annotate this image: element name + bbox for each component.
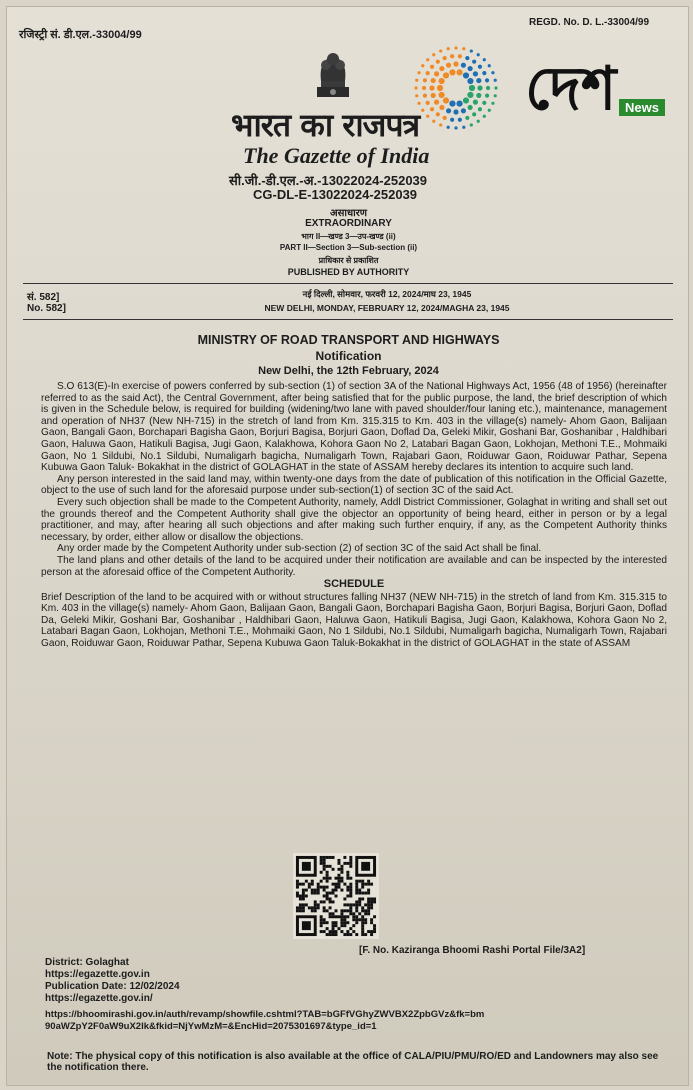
bhoomirashi-link-line2[interactable]: 90aWZpY2F0aW9uX2lk&fkid=NjYwMzM=&EncHid=2075301697&type_id=1 xyxy=(45,1021,377,1032)
gazette-title-hindi: भारत का राजपत्र xyxy=(231,106,420,144)
ministry-heading: MINISTRY OF ROAD TRANSPORT AND HIGHWAYS xyxy=(197,333,500,347)
paragraph-2: Any person interested in the said land may, within twenty-one days from the date of publication of this notification in the Official Gazette, object to the use of such land for the aforesaid purpose under sub-section(1) of section 3C of the said Act. xyxy=(41,473,667,497)
date-english: NEW DELHI, MONDAY, FEBRUARY 12, 2024/MAGHA 23, 1945 xyxy=(264,303,510,313)
channel-logo-icon xyxy=(409,43,503,133)
extraordinary: EXTRAORDINARY xyxy=(305,218,392,229)
date-hindi: नई दिल्ली, सोमवार, फरवरी 12, 2024/माघ 23, 1945 xyxy=(302,289,472,299)
egazette-link-2[interactable]: https://egazette.gov.in/ xyxy=(45,993,153,1004)
paragraph-3: Every such objection shall be made to the Competent Authority, namely, Addl District Commissioner, Golaghat in writing and shall set out the grounds thereof and the Competent Authority shall give the objector an opportunity of being heard, either in person or by a legal practitioner, and may, after hearing all such objections and after making such further enquiry, if any, as the Competent Authority thinks necessary, by order, either allow or disallow the objections. xyxy=(41,496,667,543)
place-date: New Delhi, the 12th February, 2024 xyxy=(258,365,439,377)
bhoomirashi-link-line1[interactable]: https://bhoomirashi.gov.in/auth/revamp/showfile.cshtml?TAB=bGFfVGhyZWVBX2ZpbGVz&fk=bm xyxy=(45,1009,485,1020)
authority-hindi: प्राधिकार से प्रकाशित xyxy=(318,256,379,265)
part-english: PART II—Section 3—Sub-section (ii) xyxy=(279,243,418,252)
qr-code[interactable] xyxy=(293,853,379,939)
published-by-authority: PUBLISHED BY AUTHORITY xyxy=(287,267,410,277)
notification-body xyxy=(41,381,667,650)
footer-note: Note: The physical copy of this notification is also available at the office of CALA/PIU/PMU/RO/ED and Landowners may also see the notification there. xyxy=(47,1051,659,1073)
district: District: Golaghat xyxy=(45,957,129,968)
divider xyxy=(23,283,673,284)
file-reference: [F. No. Kaziranga Bhoomi Rashi Portal File/3A2] xyxy=(359,945,586,956)
news-badge: News xyxy=(619,99,665,116)
schedule-heading: SCHEDULE xyxy=(323,578,385,591)
paragraph-1: S.O 613(E)-In exercise of powers conferred by sub-section (1) of section 3A of the National Highways Act, 1956 (48 of 1956) (hereinafter referred to as the said Act), the Central Government, after being satisfied that for the public purpose, the land, the brief description of which is given in the Schedule below, is required for building (widening/two lane with paved shoulder/four laning etc.), maintenance, management and operation of NH37 (New NH-715) in the stretch of land from Km. 315.315 to Km. 403 in the village(s) namely- Ahom Gaon, Balijaan Gaon, Bangali Gaon, Borchapari Bagisha Gaon, Borjuri Bagisa, Borjuri Gaon, Doflad Da, Geleki Mikir, Goshani Bar, Goshanibar , Haldhibari Gaon, Haluwa Gaon, Hatikuli Bagisa, Jugi Gaon, Kalakhowa, Kohora Gaon No 2, Latabari Bagan Gaon, Lokhojan, Methoni T.E., Mohmaiki Gaon, No 1 Sildubi, No.1 Sildubi, Numaligarh bagicha, Numaligarh Town, Rajabari Gaon, Roiduwar Gaon, Roiduwar Pathar, Sepena Kubuwa Gaon Taluk- Bokakhat in the district of GOLAGHAT in the state of ASSAM hereby declares its intention to acquire such land. xyxy=(41,381,667,474)
paragraph-4: Any order made by the Competent Authority under sub-section (2) of section 3C of the said Act shall be final. xyxy=(57,543,542,555)
egazette-link[interactable]: https://egazette.gov.in xyxy=(45,969,150,980)
part-hindi: भाग II—खण्ड 3—उप-खण्ड (ii) xyxy=(301,232,396,241)
gazette-page xyxy=(6,6,689,1086)
notification-heading: Notification xyxy=(315,349,382,363)
schedule-text: Brief Description of the land to be acquired with or without structures falling NH37 (NEW NH-715) in the stretch of land from Km. 315.315 to Km. 403 in the village(s) namely- Ahom Gaon, Balijaan Gaon, Bangali Gaon, Borchapari Bagisha Gaon, Borjuri Bagisa, Borjuri Gaon, Doflad Da, Geleki Mikir, Goshani Bar, Goshanibar , Haldhibari Gaon, Haluwa Gaon, Hatikuli Bagisa, Jugi Gaon, Kalakhowa, Kohora Gaon No 2, Latabari Bagan Gaon, Lokhojan, Methoni T.E., Mohmaiki Gaon, No 1 Sildubi, No.1 Sildubi, Numaligarh bagicha, Numaligarh Town, Rajabari Gaon, Roiduwar Gaon, Roiduwar Pathar, Sepena Kubuwa Gaon Taluk-Bokakhat in the district of GOLAGHAT in the state of ASSAM xyxy=(41,591,667,650)
publication-date: Publication Date: 12/02/2024 xyxy=(45,981,180,992)
paragraph-5: The land plans and other details of the land to be acquired under their notification are available and can be inspected by the interested person at the aforesaid office of the Competent Authority. xyxy=(41,554,667,578)
extraordinary-hindi: असाधारण xyxy=(329,208,368,219)
national-emblem-icon xyxy=(311,47,355,101)
gazette-title-english: The Gazette of India xyxy=(243,143,430,168)
issue-number-hindi: सं. 582] xyxy=(27,292,60,303)
registration-hindi: रजिस्ट्री सं. डी.एल.-33004/99 xyxy=(19,29,142,41)
issue-number-english: No. 582] xyxy=(27,303,66,314)
divider xyxy=(23,319,673,320)
registration-english: REGD. No. D. L.-33004/99 xyxy=(529,17,650,28)
gazette-code-hindi: सी.जी.-डी.एल.-अ.-13022024-252039 xyxy=(229,173,428,188)
desh-logo-text: দেশ xyxy=(525,54,617,121)
gazette-code-english: CG-DL-E-13022024-252039 xyxy=(253,187,418,202)
